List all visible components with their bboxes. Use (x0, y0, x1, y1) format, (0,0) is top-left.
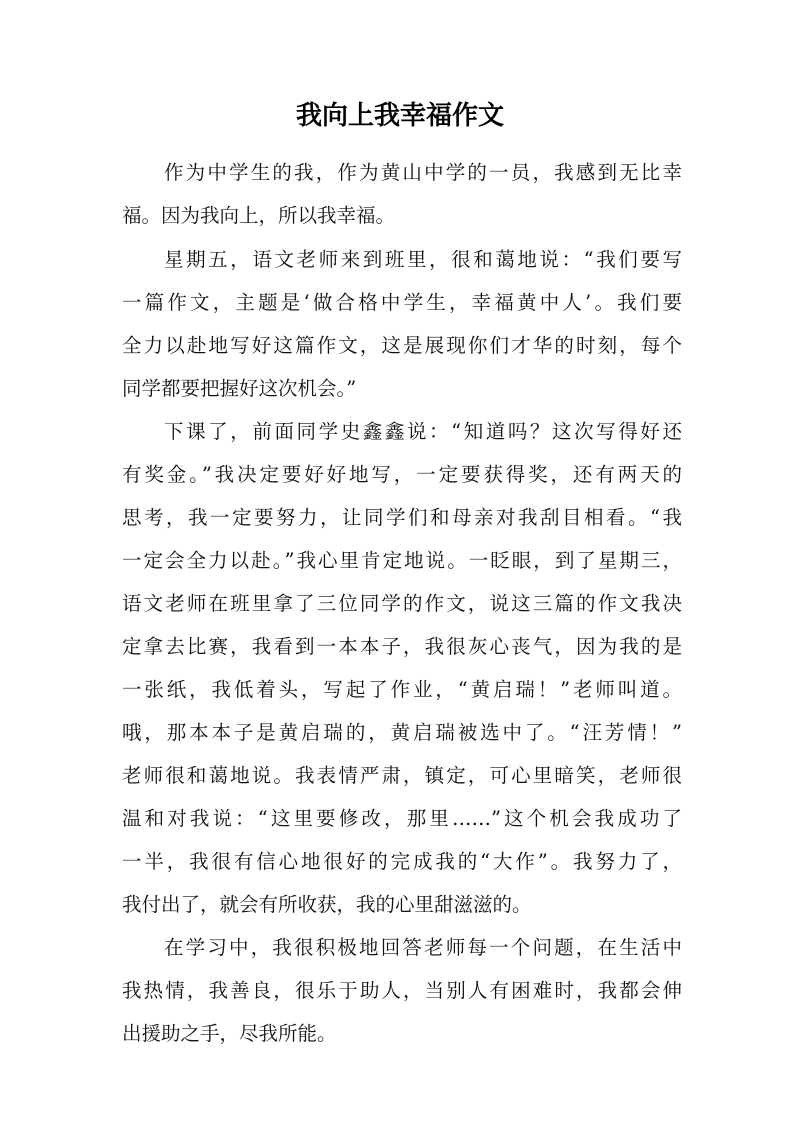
paragraph-line: 我付出了，就会有所收获，我的心里甜滋滋的。 (122, 893, 532, 916)
paragraph-line: 福。因为我向上，所以我幸福。 (122, 204, 396, 227)
paragraph-line: 定拿去比赛，我看到一本本子，我很灰心丧气，因为我的是 (122, 635, 682, 658)
paragraph-line: 一半，我很有信心地很好的完成我的“大作”。我努力了， (122, 850, 682, 873)
paragraph-line: 哦，那本本子是黄启瑞的，黄启瑞被选中了。“汪芳情！” (122, 721, 682, 744)
paragraph-line: 下课了，前面同学史鑫鑫说：“知道吗？这次写得好还 (164, 420, 682, 443)
paragraph-line: 语文老师在班里拿了三位同学的作文，说这三篇的作文我决 (122, 592, 682, 615)
paragraph-line: 一定会全力以赴。”我心里肯定地说。一眨眼，到了星期三， (122, 549, 682, 572)
paragraph-line: 温和对我说：“这里要修改，那里……”这个机会我成功了 (122, 807, 682, 830)
paragraph-line: 一张纸，我低着头，写起了作业，“黄启瑞！”老师叫道。 (122, 678, 682, 701)
paragraph-line: 星期五，语文老师来到班里，很和蔼地说：“我们要写 (164, 248, 682, 271)
page-title: 我向上我幸福作文 (295, 101, 504, 131)
paragraph-line: 一篇作文，主题是‘做合格中学生，幸福黄中人’。我们要 (122, 291, 682, 314)
paragraph-line: 全力以赴地写好这篇作文，这是展现你们才华的时刻，每个 (122, 334, 682, 357)
paragraph-line: 我热情，我善良，很乐于助人，当别人有困难时，我都会伸 (122, 979, 682, 1002)
paragraph-line: 作为中学生的我，作为黄山中学的一员，我感到无比幸 (164, 161, 682, 184)
paragraph-line: 思考，我一定要努力，让同学们和母亲对我刮目相看。“我 (122, 506, 682, 529)
paragraph-line: 老师很和蔼地说。我表情严肃，镇定，可心里暗笑，老师很 (122, 764, 682, 787)
paragraph-line: 同学都要把握好这次机会。” (122, 377, 357, 400)
paragraph-line: 有奖金。”我决定要好好地写，一定要获得奖，还有两天的 (122, 463, 682, 486)
paragraph-line: 出援助之手，尽我所能。 (122, 1022, 337, 1045)
paragraph-line: 在学习中，我很积极地回答老师每一个问题，在生活中 (164, 936, 682, 959)
